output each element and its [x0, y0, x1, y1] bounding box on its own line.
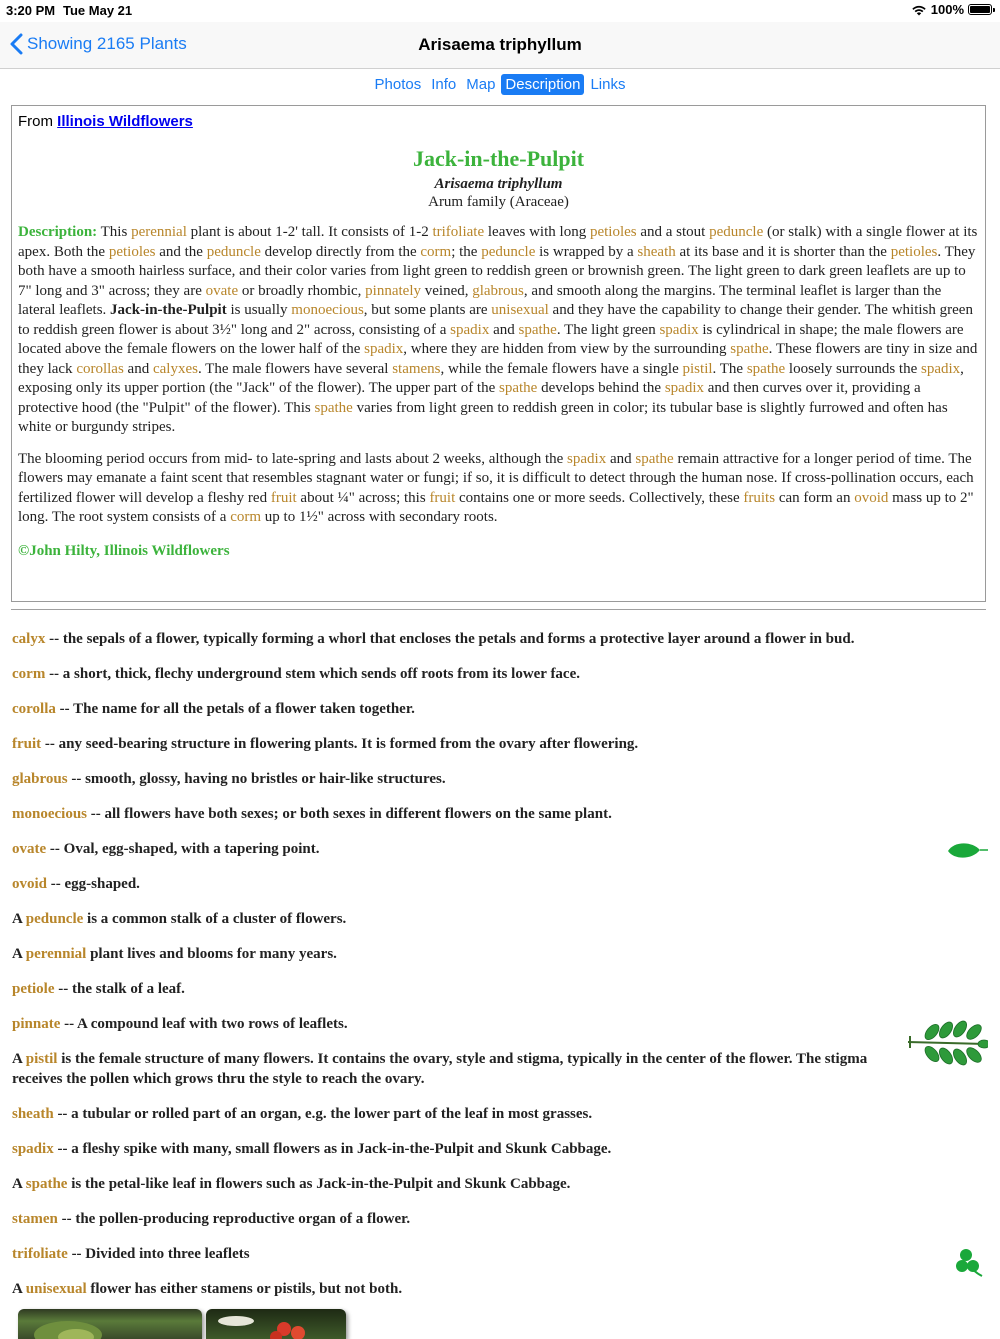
glossary-list: [12, 629, 912, 1314]
photo-image: [18, 1309, 202, 1339]
blooming-paragraph: The blooming period occurs from mid- to late-spring and lasts about 2 weeks, although the spadix and spathe remain attractive for a longer period of time. The flowers may emanate a faint scent that resembles stagnant water or fungi; if so, it is difficult to detect through the human nose. If cross-pollination occurs, each fertilized flower will develop a fleshy red fruit about ¼" across; this fruit contains one or more seeds. Collectively, these fruits can form an ovoid mass up to 2" long. The root system consists of a corm up to 1½" across with secondary roots.: [18, 450, 974, 525]
description-paragraph: Description: This perennial plant is about 1-2' tall. It consists of 1-2 trifoliate leaves with long petioles and a stout peduncle (or stalk) with a single flower at its apex. Both the petioles and the peduncle develop directly from the corm; the peduncle is wrapped by a sheath at its base and it is shorter than the petioles. They both have a smooth hairless surface, and their color varies from light green to reddish green or brownish green. The light green to dark green leaflets are up to 7" long and 3" across; they are ovate or broadly rhombic, pinnately veined, glabrous, and smooth along the margins. The terminal leaflet is larger than the lateral leaflets. Jack-in-the-Pulpit is usually monoecious, but some plants are unisexual and they have the capability to change their gender. The whitish green to reddish green flower is about 3½" long and 2" across, consisting of a spadix and spathe. The light green spadix is cylindrical in shape; the male flowers are located above the female flowers on the lower half of the spadix, where they are hidden from view by the surrounding spathe. These flowers are tiny in size and they lack corollas and calyxes. The male flowers have several stamens, while the female flowers have a single pistil. The spathe loosely surrounds the spadix, exposing only its upper portion (the "Jack" of the flower). The upper part of the spathe develops behind the spadix and then curves over it, providing a protective hood (the "Pulpit" of the flower). This spathe varies from light green to reddish green in color; its tubular base is slightly furrowed and often has white or burgundy stripes.: [18, 224, 978, 435]
tab-info[interactable]: Info: [431, 75, 457, 93]
glossary-item: trifoliate -- Divided into three leaflets: [12, 1246, 250, 1262]
tab-photos[interactable]: Photos: [374, 75, 422, 93]
glossary-term[interactable]: pistil: [25, 1051, 58, 1067]
glossary-item: pinnate -- A compound leaf with two rows of leaflets.: [12, 1016, 348, 1032]
status-date: Tue May 21: [63, 3, 133, 18]
glossary-term[interactable]: unisexual: [25, 1281, 87, 1297]
ovate-leaf-icon: [946, 840, 990, 862]
trifoliate-leaf-icon: [954, 1246, 988, 1280]
status-right: [911, 2, 992, 17]
glossary-item: calyx -- the sepals of a flower, typically forming a whorl that encloses the petals and forms a protective layer around a flower in bud.: [12, 631, 855, 647]
glossary-term[interactable]: corolla: [12, 701, 56, 717]
glossary-term[interactable]: ovate: [12, 841, 47, 857]
glossary-item: ovoid -- egg-shaped.: [12, 876, 140, 892]
page-title: Arisaema triphyllum: [418, 35, 582, 54]
glossary-term[interactable]: glabrous: [12, 771, 68, 787]
glossary-item: A peduncle is a common stalk of a cluster of flowers.: [12, 911, 347, 927]
tab-description[interactable]: Description: [501, 74, 584, 95]
description-frame: [11, 105, 986, 602]
battery-icon: [968, 4, 992, 15]
glossary-term[interactable]: spadix: [12, 1141, 54, 1157]
navigation-bar: [0, 22, 1000, 69]
glossary-term[interactable]: monoecious: [12, 806, 87, 822]
glossary-term[interactable]: calyx: [12, 631, 46, 647]
glossary-item: corolla -- The name for all the petals of a flower taken together.: [12, 701, 415, 717]
photo-thumbnails: [18, 1309, 358, 1339]
plant-family: Arum family (Araceae): [428, 194, 569, 210]
glossary-term[interactable]: corm: [12, 666, 46, 682]
copyright-text: ©John Hilty, Illinois Wildflowers: [18, 542, 230, 559]
glossary-term[interactable]: trifoliate: [12, 1246, 68, 1262]
glossary-item: fruit -- any seed-bearing structure in flowering plants. It is formed from the ovary after flowering.: [12, 736, 639, 752]
battery-percent: 100%: [930, 2, 964, 17]
status-bar: [0, 0, 1000, 22]
glossary-term[interactable]: sheath: [12, 1106, 54, 1122]
glossary-term[interactable]: stamen: [12, 1211, 58, 1227]
glossary-term[interactable]: fruit: [12, 736, 42, 752]
glossary-item: A spathe is the petal-like leaf in flowers such as Jack-in-the-Pulpit and Skunk Cabbage.: [12, 1176, 571, 1192]
source-prefix: From: [18, 113, 53, 130]
tab-links[interactable]: Links: [590, 75, 626, 93]
glossary-item: ovate -- Oval, egg-shaped, with a tapering point.: [12, 841, 320, 857]
plant-common-name: Jack-in-the-Pulpit: [412, 146, 585, 171]
tab-map[interactable]: Map: [466, 75, 496, 93]
glossary-item: A pistil is the female structure of many flowers. It contains the ovary, style and stigma, typically in the center of the flower. The stigma receives the pollen which grows thru the style to reach the ovary.: [12, 1051, 868, 1087]
glossary-term[interactable]: spathe: [25, 1176, 68, 1192]
photo-image: [206, 1309, 346, 1339]
source-link[interactable]: Illinois Wildflowers: [57, 113, 193, 130]
glossary-term[interactable]: peduncle: [25, 911, 84, 927]
glossary-item: monoecious -- all flowers have both sexes; or both sexes in different flowers on the same plant.: [12, 806, 612, 822]
glossary-item: stamen -- the pollen-producing reproductive organ of a flower.: [12, 1211, 411, 1227]
glossary-item: spadix -- a fleshy spike with many, small flowers as in Jack-in-the-Pulpit and Skunk Cabbage.: [12, 1141, 612, 1157]
glossary-term[interactable]: perennial: [25, 946, 87, 962]
plant-scientific-name: Arisaema triphyllum: [434, 176, 563, 192]
glossary-item: glabrous -- smooth, glossy, having no bristles or hair-like structures.: [12, 771, 446, 787]
wifi-icon: [911, 4, 927, 16]
glossary-item: A perennial plant lives and blooms for many years.: [12, 946, 337, 962]
status-time: 3:20 PM: [6, 3, 56, 18]
glossary-term[interactable]: ovoid: [12, 876, 48, 892]
glossary-term[interactable]: pinnate: [12, 1016, 61, 1032]
photo-thumbnail[interactable]: [18, 1309, 202, 1339]
glossary-item: A unisexual flower has either stamens or pistils, but not both.: [12, 1281, 403, 1297]
glossary-item: sheath -- a tubular or rolled part of an organ, e.g. the lower part of the leaf in most grasses.: [12, 1106, 593, 1122]
pinnate-leaf-icon: [906, 1016, 988, 1068]
glossary-term[interactable]: petiole: [12, 981, 55, 997]
tab-bar: [0, 71, 1000, 97]
glossary-item: petiole -- the stalk of a leaf.: [12, 981, 185, 997]
glossary-item: corm -- a short, thick, flechy underground stem which sends off roots from its lower face.: [12, 666, 581, 682]
back-label: Showing 2165 Plants: [27, 34, 187, 53]
source-line: [18, 113, 979, 130]
section-divider: [11, 609, 986, 610]
photo-thumbnail[interactable]: [206, 1309, 346, 1339]
